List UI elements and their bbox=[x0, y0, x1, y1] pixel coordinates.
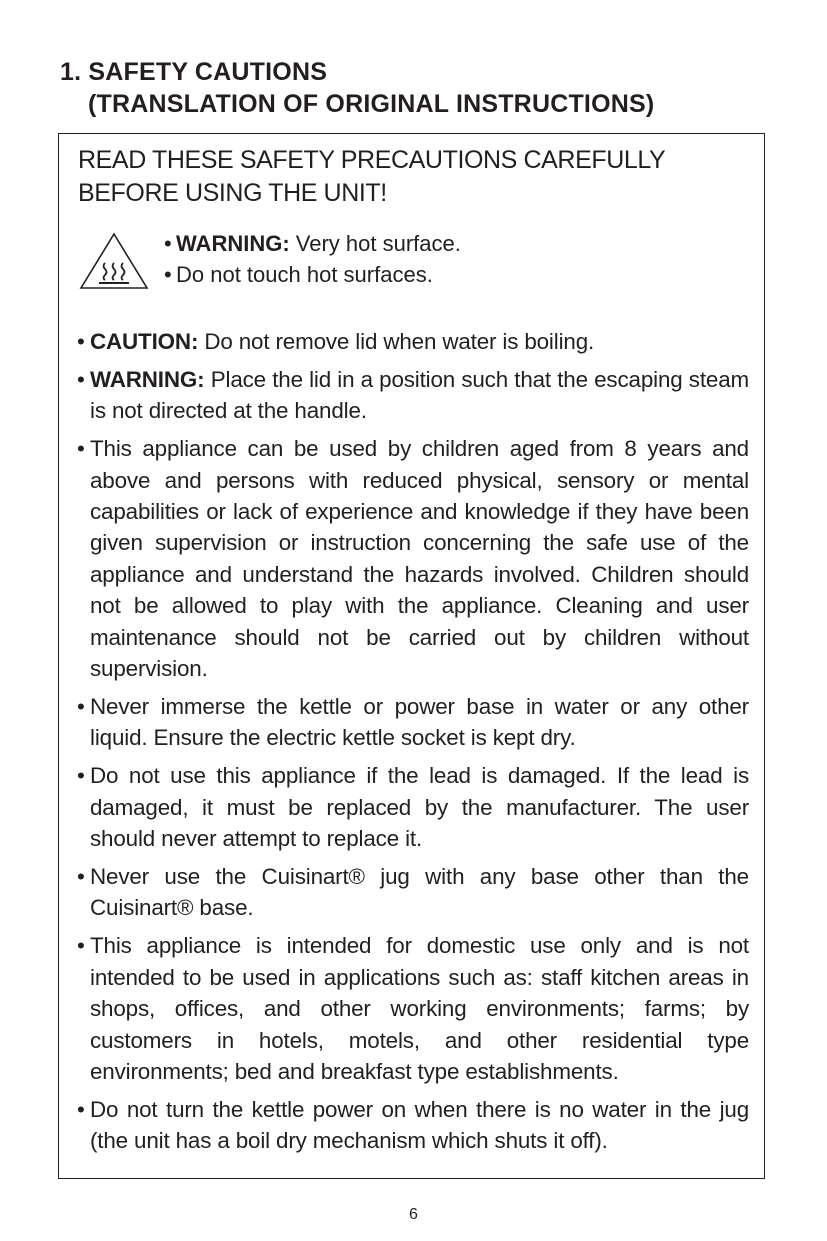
bullet: • bbox=[77, 763, 85, 789]
caution-item bbox=[77, 861, 749, 924]
hot-surface-warning-icon bbox=[78, 231, 150, 291]
item-text: Do not use this appliance if the lead is damaged. If the lead is damaged, it must be replaced by the manufacturer. The user should never attempt to replace it. bbox=[90, 763, 749, 852]
bullet: • bbox=[77, 933, 85, 959]
safety-box bbox=[58, 133, 765, 1179]
item-text: This appliance is intended for domestic use only and is not intended to be used in applications such as: staff kitchen areas in shops, offices, and other working environments; farms; by customers in hotels, motels, and other residential type environments; bed and breakfast type establishments. bbox=[90, 933, 749, 1084]
intro-text: READ THESE SAFETY PRECAUTIONS CAREFULLY BEFORE USING THE UNIT! bbox=[78, 146, 665, 207]
caution-item bbox=[77, 930, 749, 1087]
item-text: Never use the Cuisinart® jug with any base other than the Cuisinart® base. bbox=[90, 864, 749, 921]
caution-item bbox=[77, 433, 749, 684]
item-text: This appliance can be used by children aged from 8 years and above and persons with reduced physical, sensory or mental capabilities or lack of experience and knowledge if they have been given supervision or instruction concerning the safe use of the appliance and understand the hazards involved. Children should not be allowed to play with the appliance. Cleaning and user maintenance should not be carried out by children without supervision. bbox=[90, 436, 749, 682]
bullet: • bbox=[164, 262, 172, 287]
bullet: • bbox=[77, 693, 85, 719]
item-text: Do not touch hot surfaces. bbox=[176, 262, 433, 287]
caution-item bbox=[77, 326, 749, 357]
bullet: • bbox=[164, 231, 172, 256]
item-text: Very hot surface. bbox=[289, 231, 461, 256]
warning-label: CAUTION: bbox=[90, 329, 199, 354]
bullet: • bbox=[77, 366, 85, 392]
section-heading bbox=[60, 56, 654, 120]
bullet: • bbox=[77, 1096, 85, 1122]
hot-surface-row bbox=[78, 228, 738, 298]
item-text: Do not turn the kettle power on when there is no water in the jug (the unit has a boil dry mechanism which shuts it off). bbox=[90, 1096, 749, 1154]
hot-surface-list bbox=[164, 228, 461, 290]
warning-label: WARNING: bbox=[176, 231, 290, 256]
bullet: • bbox=[77, 864, 85, 889]
hot-surface-item bbox=[164, 259, 461, 290]
bullet: • bbox=[77, 436, 85, 462]
bullet: • bbox=[77, 329, 85, 354]
caution-item bbox=[77, 760, 749, 854]
section-number: 1. bbox=[60, 58, 82, 86]
section-title: SAFETY CAUTIONS bbox=[88, 58, 328, 86]
caution-item bbox=[77, 691, 749, 754]
hot-surface-item bbox=[164, 228, 461, 259]
item-text: Do not remove lid when water is boiling. bbox=[198, 329, 595, 354]
section-subtitle: (TRANSLATION OF ORIGINAL INSTRUCTIONS) bbox=[88, 90, 655, 118]
caution-list bbox=[77, 326, 749, 1163]
page-number: 6 bbox=[409, 1206, 418, 1223]
warning-label: WARNING: bbox=[90, 366, 205, 392]
caution-item bbox=[77, 1094, 749, 1157]
caution-item bbox=[77, 364, 749, 427]
item-text: Never immerse the kettle or power base in water or any other liquid. Ensure the electric kettle socket is kept dry. bbox=[90, 693, 749, 751]
item-text: Place the lid in a position such that the escaping steam is not directed at the handle. bbox=[90, 366, 749, 424]
